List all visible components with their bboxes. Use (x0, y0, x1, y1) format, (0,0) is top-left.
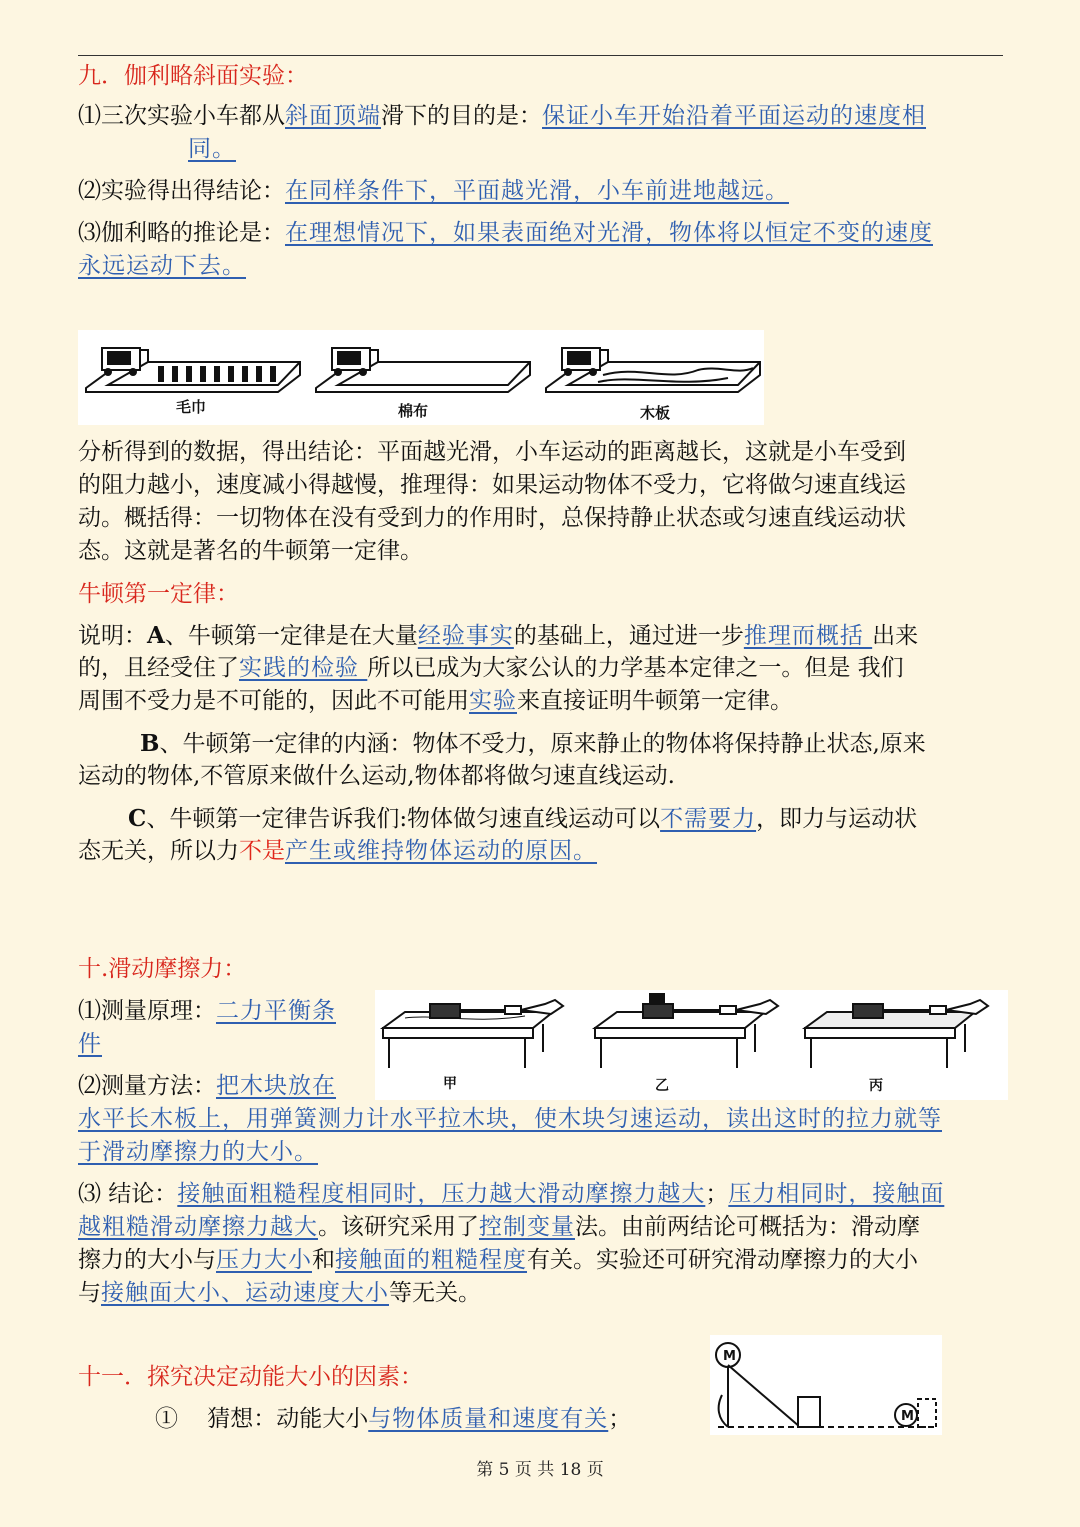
newton-a-text-1: 、牛顿第一定律是在大量 (164, 623, 418, 649)
incline-label-3: 木板 (640, 404, 671, 422)
newton-c2-red: 不是 (239, 838, 285, 864)
measure-principle-prefix: ⑴测量原理： (78, 998, 216, 1024)
section-11-title: 十一．探究决定动能大小的因素： (78, 1364, 423, 1390)
q3-line (78, 217, 1003, 250)
newton-c-letter: C (128, 805, 147, 832)
q3-answer-b: 永远运动下去。 (78, 253, 246, 279)
q1-answer-2: 保证小车开始沿着平面运动的速度相 (542, 103, 926, 129)
conclusion-text-3: 法。由前两结论可概括为：滑动摩 (575, 1214, 920, 1240)
conclusion-prefix: ⑶ 结论： (78, 1181, 178, 1207)
q2-answer: 在同样条件下，平面越光滑，小车前进地越远。 (285, 178, 789, 204)
friction-figure (375, 990, 1008, 1100)
guess-end: ； (608, 1406, 632, 1432)
measure-method-line-2 (78, 1103, 1003, 1136)
conclusion-answer-1: 接触面粗糙程度相同时，压力越大滑动摩擦力越大 (177, 1181, 706, 1207)
analysis-line-1: 分析得到的数据，得出结论：平面越光滑，小车运动的距离越长，这就是小车受到 (78, 439, 906, 465)
measure-method-answer-b: 水平长木板上，用弹簧测力计水平拉木块，使木块匀速运动，读出这时的拉力就等 (78, 1106, 942, 1132)
conclusion-answer-2b: 越粗糙滑动摩擦力越大 (78, 1214, 318, 1240)
newton-title: 牛顿第一定律： (78, 581, 239, 607)
newton-b-line-2: 运动的物体,不管原来做什么运动,物体都将做匀速直线运动. (78, 763, 675, 789)
analysis-line-2: 的阻力越小，速度减小得越慢，推理得：如果运动物体不受力，它将做匀速直线运 (78, 472, 906, 498)
newton-a-text-2: 的基础上，通过进一步 (513, 623, 744, 649)
guess-line (155, 1403, 715, 1436)
top-rule (78, 55, 1003, 56)
newton-a3-answer: 实验 (469, 688, 517, 714)
newton-a2-answer: 实践的检验 (239, 655, 368, 681)
newton-c-text-2: ，即力与运动状 (756, 806, 918, 832)
conclusion-text-5: 和 (312, 1247, 335, 1273)
conclusion-line-2 (78, 1211, 1003, 1244)
q1-line (78, 100, 1003, 133)
newton-a-answer-1: 经验事实 (417, 623, 514, 649)
q3-line-2 (78, 250, 1003, 283)
conclusion-answer-4: 压力大小 (216, 1247, 312, 1273)
measure-principle-line-2 (78, 1028, 178, 1061)
newton-b-line-1 (140, 727, 1003, 761)
newton-a-prefix: 说明： (78, 623, 147, 649)
ball-label-2: M (901, 1409, 914, 1424)
q1-answer-1: 斜面顶端 (285, 103, 381, 129)
newton-c-text-1: 、牛顿第一定律告诉我们:物体做匀速直线运动可以 (146, 806, 661, 832)
newton-c-answer-1: 不需要力 (660, 806, 757, 832)
newton-a-line-1 (78, 619, 1003, 653)
measure-method-prefix: ⑵测量方法： (78, 1073, 216, 1099)
newton-a-line-3 (78, 685, 1003, 718)
newton-c-line-1 (128, 802, 1003, 836)
friction-label-2: 乙 (655, 1078, 669, 1094)
newton-c2-text-1: 态无关，所以力 (78, 838, 239, 864)
newton-a-text-3: 出来 (872, 623, 919, 649)
q1-answer-2b: 同。 (188, 136, 236, 162)
conclusion-line-1 (78, 1178, 1003, 1211)
q1-line-2 (188, 133, 388, 166)
conclusion-text-8: 等无关。 (389, 1280, 481, 1306)
friction-label-3: 丙 (869, 1078, 883, 1094)
incline-figure (78, 330, 764, 425)
conclusion-answer-6: 接触面大小、运动速度大小 (101, 1280, 389, 1306)
newton-a-answer-2: 推理而概括 (743, 623, 873, 649)
kinetic-energy-figure (710, 1335, 942, 1435)
conclusion-line-3 (78, 1244, 1003, 1277)
conclusion-answer-2: 压力相同时，接触面 (728, 1181, 945, 1207)
conclusion-answer-5: 接触面的粗糙程度 (335, 1247, 527, 1273)
newton-b-letter: B (140, 730, 160, 757)
q1-mid: 滑下的目的是： (381, 103, 542, 129)
conclusion-answer-3: 控制变量 (479, 1214, 575, 1240)
measure-principle-answer: 二力平衡条 (216, 998, 336, 1024)
newton-a3-text-2: 来直接证明牛顿第一定律。 (517, 688, 793, 714)
analysis-line-3: 动。概括得：一切物体在没有受到力的作用时，总保持静止状态或匀速直线运动状 (78, 505, 906, 531)
q3-answer: 在理想情况下，如果表面绝对光滑，物体将以恒定不变的速度 (285, 220, 933, 246)
newton-a-letter: A (147, 622, 165, 649)
measure-principle-answer-b: 件 (78, 1031, 102, 1057)
incline-label-2: 棉布 (398, 402, 429, 420)
friction-label-1: 甲 (443, 1076, 457, 1092)
conclusion-text-1: ； (705, 1181, 729, 1207)
measure-method-line (78, 1070, 368, 1103)
newton-a2-text-2: 所以已成为大家公认的力学基本定律之一。但是 我们 (367, 655, 904, 681)
newton-a-line-2 (78, 652, 1003, 685)
section-10-title: 十.滑动摩擦力： (78, 956, 247, 982)
conclusion-line-4 (78, 1277, 1003, 1310)
ball-label-1: M (723, 1349, 736, 1364)
measure-method-line-3 (78, 1136, 1003, 1169)
measure-principle-line (78, 995, 368, 1028)
guess-number: ① (155, 1406, 178, 1432)
analysis-line-4: 态。这就是著名的牛顿第一定律。 (78, 538, 423, 564)
newton-b-text-1: 、牛顿第一定律的内涵：物体不受力，原来静止的物体将保持静止状态,原来 (159, 731, 926, 757)
conclusion-text-7: 与 (78, 1280, 101, 1306)
conclusion-text-4: 擦力的大小与 (78, 1247, 216, 1273)
newton-c2-answer: 产生或维持物体运动的原因。 (285, 838, 597, 864)
section-9-title: 九．伽利略斜面实验： (78, 63, 308, 89)
newton-a3-text-1: 周围不受力是不可能的，因此不可能用 (78, 688, 469, 714)
q2-prefix: ⑵实验得出得结论： (78, 178, 285, 204)
conclusion-text-6: 有关。实验还可研究滑动摩擦力的大小 (527, 1247, 918, 1273)
guess-prefix: 猜想：动能大小 (207, 1406, 369, 1432)
newton-a2-text-1: 的，且经受住了 (78, 655, 239, 681)
conclusion-text-2: 。该研究采用了 (318, 1214, 479, 1240)
guess-answer: 与物体质量和速度有关 (368, 1406, 609, 1432)
measure-method-answer: 把木块放在 (216, 1073, 336, 1099)
measure-method-answer-c: 于滑动摩擦力的大小。 (78, 1139, 318, 1165)
q3-prefix: ⑶伽利略的推论是： (78, 220, 285, 246)
incline-label-1: 毛巾 (176, 398, 207, 416)
page-footer: 第 5 页 共 18 页 (476, 1460, 604, 1480)
newton-c-line-2 (78, 835, 1003, 868)
q1-prefix: ⑴三次实验小车都从 (78, 103, 285, 129)
q2-line (78, 175, 1003, 208)
